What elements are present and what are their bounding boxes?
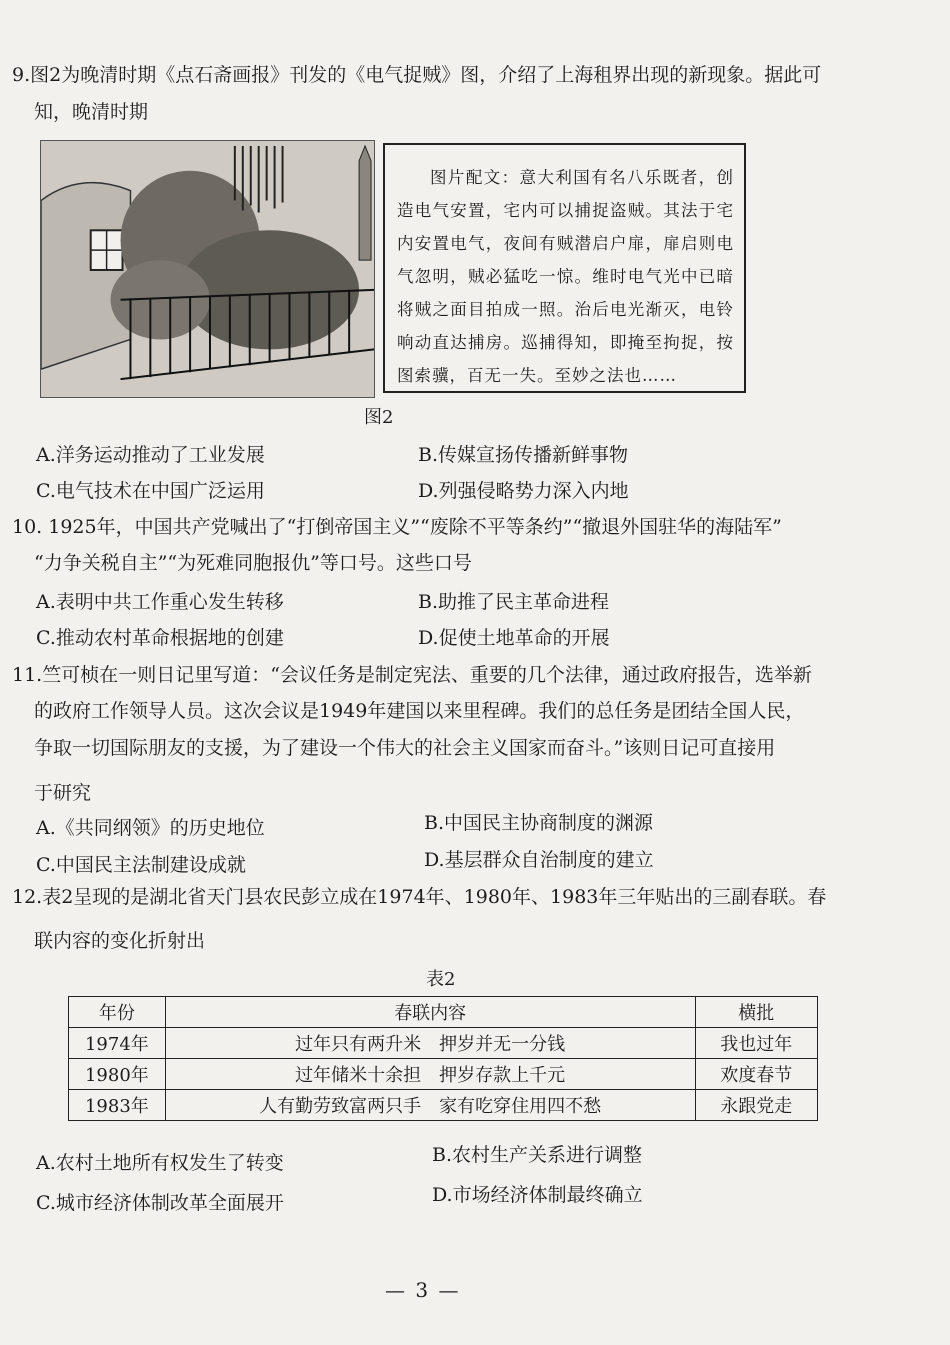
q10-option-b[interactable]: B.助推了民主革命进程 <box>418 591 610 613</box>
q12-stem-line2: 联内容的变化折射出 <box>34 930 206 952</box>
row-couplet: 过年只有两升米 押岁并无一分钱 <box>165 1028 695 1059</box>
row-year: 1980年 <box>69 1059 166 1090</box>
row-horizontal-scroll: 我也过年 <box>695 1028 817 1059</box>
q9-stem-line2: 知，晚清时期 <box>34 101 149 123</box>
page-number: — 3 — <box>385 1278 461 1302</box>
q12-option-c[interactable]: C.城市经济体制改革全面展开 <box>36 1192 284 1214</box>
q11-stem-line2: 的政府工作领导人员。这次会议是1949年建国以来里程碑。我们的总任务是团结全国人民， <box>34 700 805 722</box>
q9-stem-line1: 9.图2为晚清时期《点石斋画报》刊发的《电气捉贼》图，介绍了上海租界出现的新现象。据此可 <box>12 64 822 86</box>
q11-option-d[interactable]: D.基层群众自治制度的建立 <box>424 849 654 871</box>
row-horizontal-scroll: 欢度春节 <box>695 1059 817 1090</box>
q9-option-d[interactable]: D.列强侵略势力深入内地 <box>418 480 629 502</box>
row-year: 1974年 <box>69 1028 166 1059</box>
header-couplet: 春联内容 <box>165 997 695 1028</box>
table-row <box>69 1059 818 1090</box>
q11-stem-line4: 于研究 <box>34 782 92 804</box>
q10-option-d[interactable]: D.促使土地革命的开展 <box>418 627 610 649</box>
q11-stem-line1: 11.竺可桢在一则日记里写道：“会议任务是制定宪法、重要的几个法律，通过政府报告，选举新 <box>12 664 812 686</box>
q9-option-c[interactable]: C.电气技术在中国广泛运用 <box>36 480 265 502</box>
q12-option-b[interactable]: B.农村生产关系进行调整 <box>432 1144 643 1166</box>
q11-option-c[interactable]: C.中国民主法制建设成就 <box>36 854 246 876</box>
q12-option-d[interactable]: D.市场经济体制最终确立 <box>432 1184 643 1206</box>
row-couplet: 过年储米十余担 押岁存款上千元 <box>165 1059 695 1090</box>
q10-stem-line2: “力争关税自主”“为死难同胞报仇”等口号。这些口号 <box>34 552 472 574</box>
table-header-row <box>69 997 818 1028</box>
q10-option-c[interactable]: C.推动农村革命根据地的创建 <box>36 627 284 649</box>
q10-option-a[interactable]: A.表明中共工作重心发生转移 <box>36 591 284 613</box>
row-couplet: 人有勤劳致富两只手 家有吃穿住用四不愁 <box>165 1090 695 1121</box>
q9-option-a[interactable]: A.洋务运动推动了工业发展 <box>36 444 265 466</box>
header-year: 年份 <box>69 997 166 1028</box>
row-horizontal-scroll: 永跟党走 <box>695 1090 817 1121</box>
table-row <box>69 1090 818 1121</box>
row-year: 1983年 <box>69 1090 166 1121</box>
q11-option-b[interactable]: B.中国民主协商制度的渊源 <box>424 812 654 834</box>
q9-option-b[interactable]: B.传媒宣扬传播新鲜事物 <box>418 444 629 466</box>
q11-stem-line3: 争取一切国际朋友的支援，为了建设一个伟大的社会主义国家而奋斗。”该则日记可直接用 <box>34 737 776 759</box>
header-horizontal-scroll: 横批 <box>695 997 817 1028</box>
couplet-table <box>68 996 818 1121</box>
q12-option-a[interactable]: A.农村土地所有权发生了转变 <box>36 1152 284 1174</box>
q11-option-a[interactable]: A.《共同纲领》的历史地位 <box>36 817 265 839</box>
table-title: 表2 <box>426 969 456 990</box>
figure-label: 图2 <box>364 407 394 428</box>
woodcut-illustration <box>40 140 375 398</box>
table-row <box>69 1028 818 1059</box>
q12-stem-line1: 12.表2呈现的是湖北省天门县农民彭立成在1974年、1980年、1983年三年贴出的三副春联。春 <box>12 886 827 908</box>
figure-caption-box: 图片配文：意大利国有名八乐既者，创造电气安置，宅内可以捕捉盗贼。其法于宅内安置电气，夜间有贼潜启户扉，扉启则电气忽明，贼必猛吃一惊。维时电气光中已暗将贼之面目拍成一照。治后电光渐灭，电铃响动直达捕房。巡捕得知，即掩至拘捉，按图索骥，百无一失。至妙之法也…… <box>383 143 746 393</box>
q10-stem-line1: 10. 1925年，中国共产党喊出了“打倒帝国主义”“废除不平等条约”“撤退外国驻华的海陆军” <box>12 516 782 538</box>
